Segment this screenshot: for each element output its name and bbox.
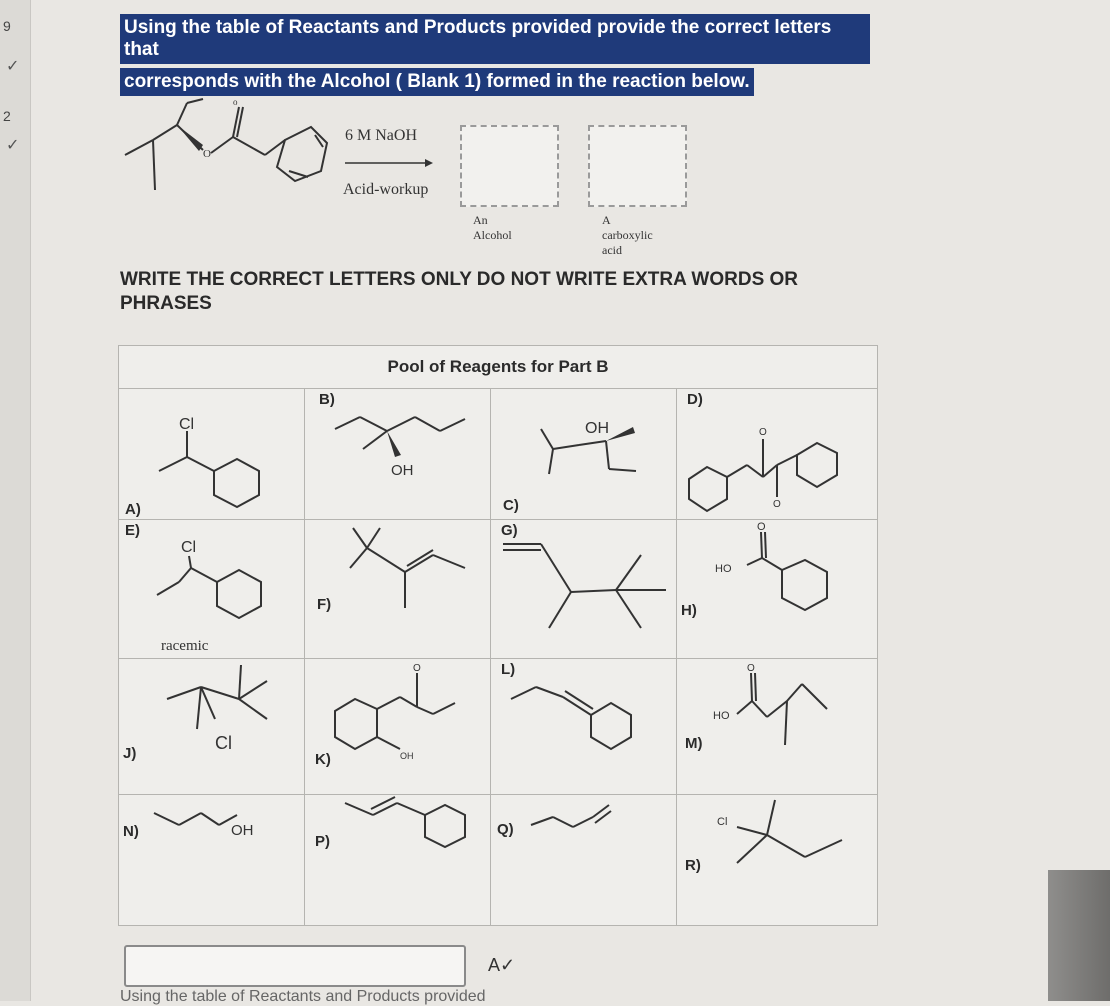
alcohol-blank-box: [460, 125, 559, 207]
cell-p: [305, 795, 491, 926]
svg-text:Cl: Cl: [215, 733, 232, 753]
label-f: F): [317, 596, 332, 613]
svg-text:Cl: Cl: [181, 539, 197, 556]
reaction-scheme: [115, 85, 653, 257]
label-q: Q): [497, 821, 514, 838]
table-title: Pool of Reagents for Part B: [119, 346, 878, 389]
label-j: J): [123, 745, 137, 762]
label-h: H): [681, 602, 697, 619]
spellcheck-icon[interactable]: A✓: [488, 955, 516, 975]
label-k: K): [315, 751, 331, 768]
structure-d: [677, 389, 877, 519]
check-icon: ✓: [6, 137, 20, 154]
cell-e: [119, 520, 305, 659]
label-c: C): [503, 497, 519, 514]
reagent-pool-table: [118, 345, 878, 926]
structure-k: [305, 659, 490, 794]
alcohol-label: An Alcohol: [473, 213, 512, 242]
question-line-2: corresponds with the Alcohol ( Blank 1) formed in the reaction below.: [120, 68, 754, 96]
cell-j: [119, 659, 305, 795]
svg-text:O: O: [773, 499, 781, 510]
svg-text:Cl: Cl: [179, 416, 195, 433]
question-line-1: Using the table of Reactants and Products provided provide the correct letters that: [120, 14, 870, 64]
label-e: E): [125, 522, 140, 539]
label-b: B): [319, 391, 335, 408]
cell-m: [677, 659, 878, 795]
structure-n: [119, 795, 304, 890]
structure-f: [305, 520, 490, 658]
structure-p: [305, 795, 490, 890]
left-question-strip: [0, 0, 31, 1001]
racemic-label: racemic: [161, 638, 209, 654]
label-a: A): [125, 501, 141, 518]
svg-text:O: O: [747, 663, 755, 674]
right-edge-shadow: [1048, 870, 1110, 1001]
cell-r: [677, 795, 878, 926]
svg-text:O: O: [757, 521, 766, 533]
svg-text:HO: HO: [713, 710, 730, 722]
instruction-text: WRITE THE CORRECT LETTERS ONLY DO NOT WRITE EXTRA WORDS OR PHRASES: [120, 269, 799, 314]
cell-b: [305, 389, 491, 520]
cell-h: [677, 520, 878, 659]
svg-text:o: o: [233, 97, 238, 107]
label-d: D): [687, 391, 703, 408]
structure-e: [119, 520, 304, 658]
cell-q: [491, 795, 677, 926]
reaction-arrow-icon: [343, 157, 435, 169]
answer-input[interactable]: [124, 945, 466, 987]
svg-text:OH: OH: [400, 751, 414, 761]
label-n: N): [123, 823, 139, 840]
structure-h: [677, 520, 877, 658]
structure-j: [119, 659, 304, 794]
svg-text:O: O: [759, 427, 767, 438]
strip-number-a: 9: [3, 18, 11, 34]
structure-g: [491, 520, 676, 658]
workup-label: Acid-workup: [343, 181, 429, 198]
cell-g: [491, 520, 677, 659]
structure-q: [491, 795, 676, 890]
strip-number-b: 2: [3, 108, 11, 124]
cell-c: [491, 389, 677, 520]
cell-d: [677, 389, 878, 520]
cell-a: [119, 389, 305, 520]
reagent-label: 6 M NaOH: [345, 127, 417, 144]
next-question-text: Using the table of Reactants and Products provided: [120, 988, 486, 1005]
acid-label: A carboxylic acid: [602, 213, 653, 257]
structure-l: [491, 659, 676, 794]
acid-blank-box: [588, 125, 687, 207]
label-p: P): [315, 833, 330, 850]
label-m: M): [685, 735, 703, 752]
svg-text:OH: OH: [391, 462, 414, 479]
structure-c: [491, 389, 676, 519]
structure-r: [677, 795, 877, 890]
ester-oxygen-label: O: [203, 148, 211, 160]
label-l: L): [501, 661, 516, 678]
cell-n: [119, 795, 305, 926]
cell-f: [305, 520, 491, 659]
label-r: R): [685, 857, 701, 874]
cell-k: [305, 659, 491, 795]
svg-text:OH: OH: [231, 822, 254, 839]
label-g: G): [501, 522, 518, 539]
svg-text:HO: HO: [715, 563, 732, 575]
structure-m: [677, 659, 877, 794]
cell-l: [491, 659, 677, 795]
svg-text:Cl: Cl: [717, 816, 728, 828]
structure-b: [305, 389, 490, 519]
svg-text:O: O: [413, 663, 421, 674]
check-icon: ✓: [6, 58, 20, 75]
svg-text:OH: OH: [585, 420, 609, 437]
